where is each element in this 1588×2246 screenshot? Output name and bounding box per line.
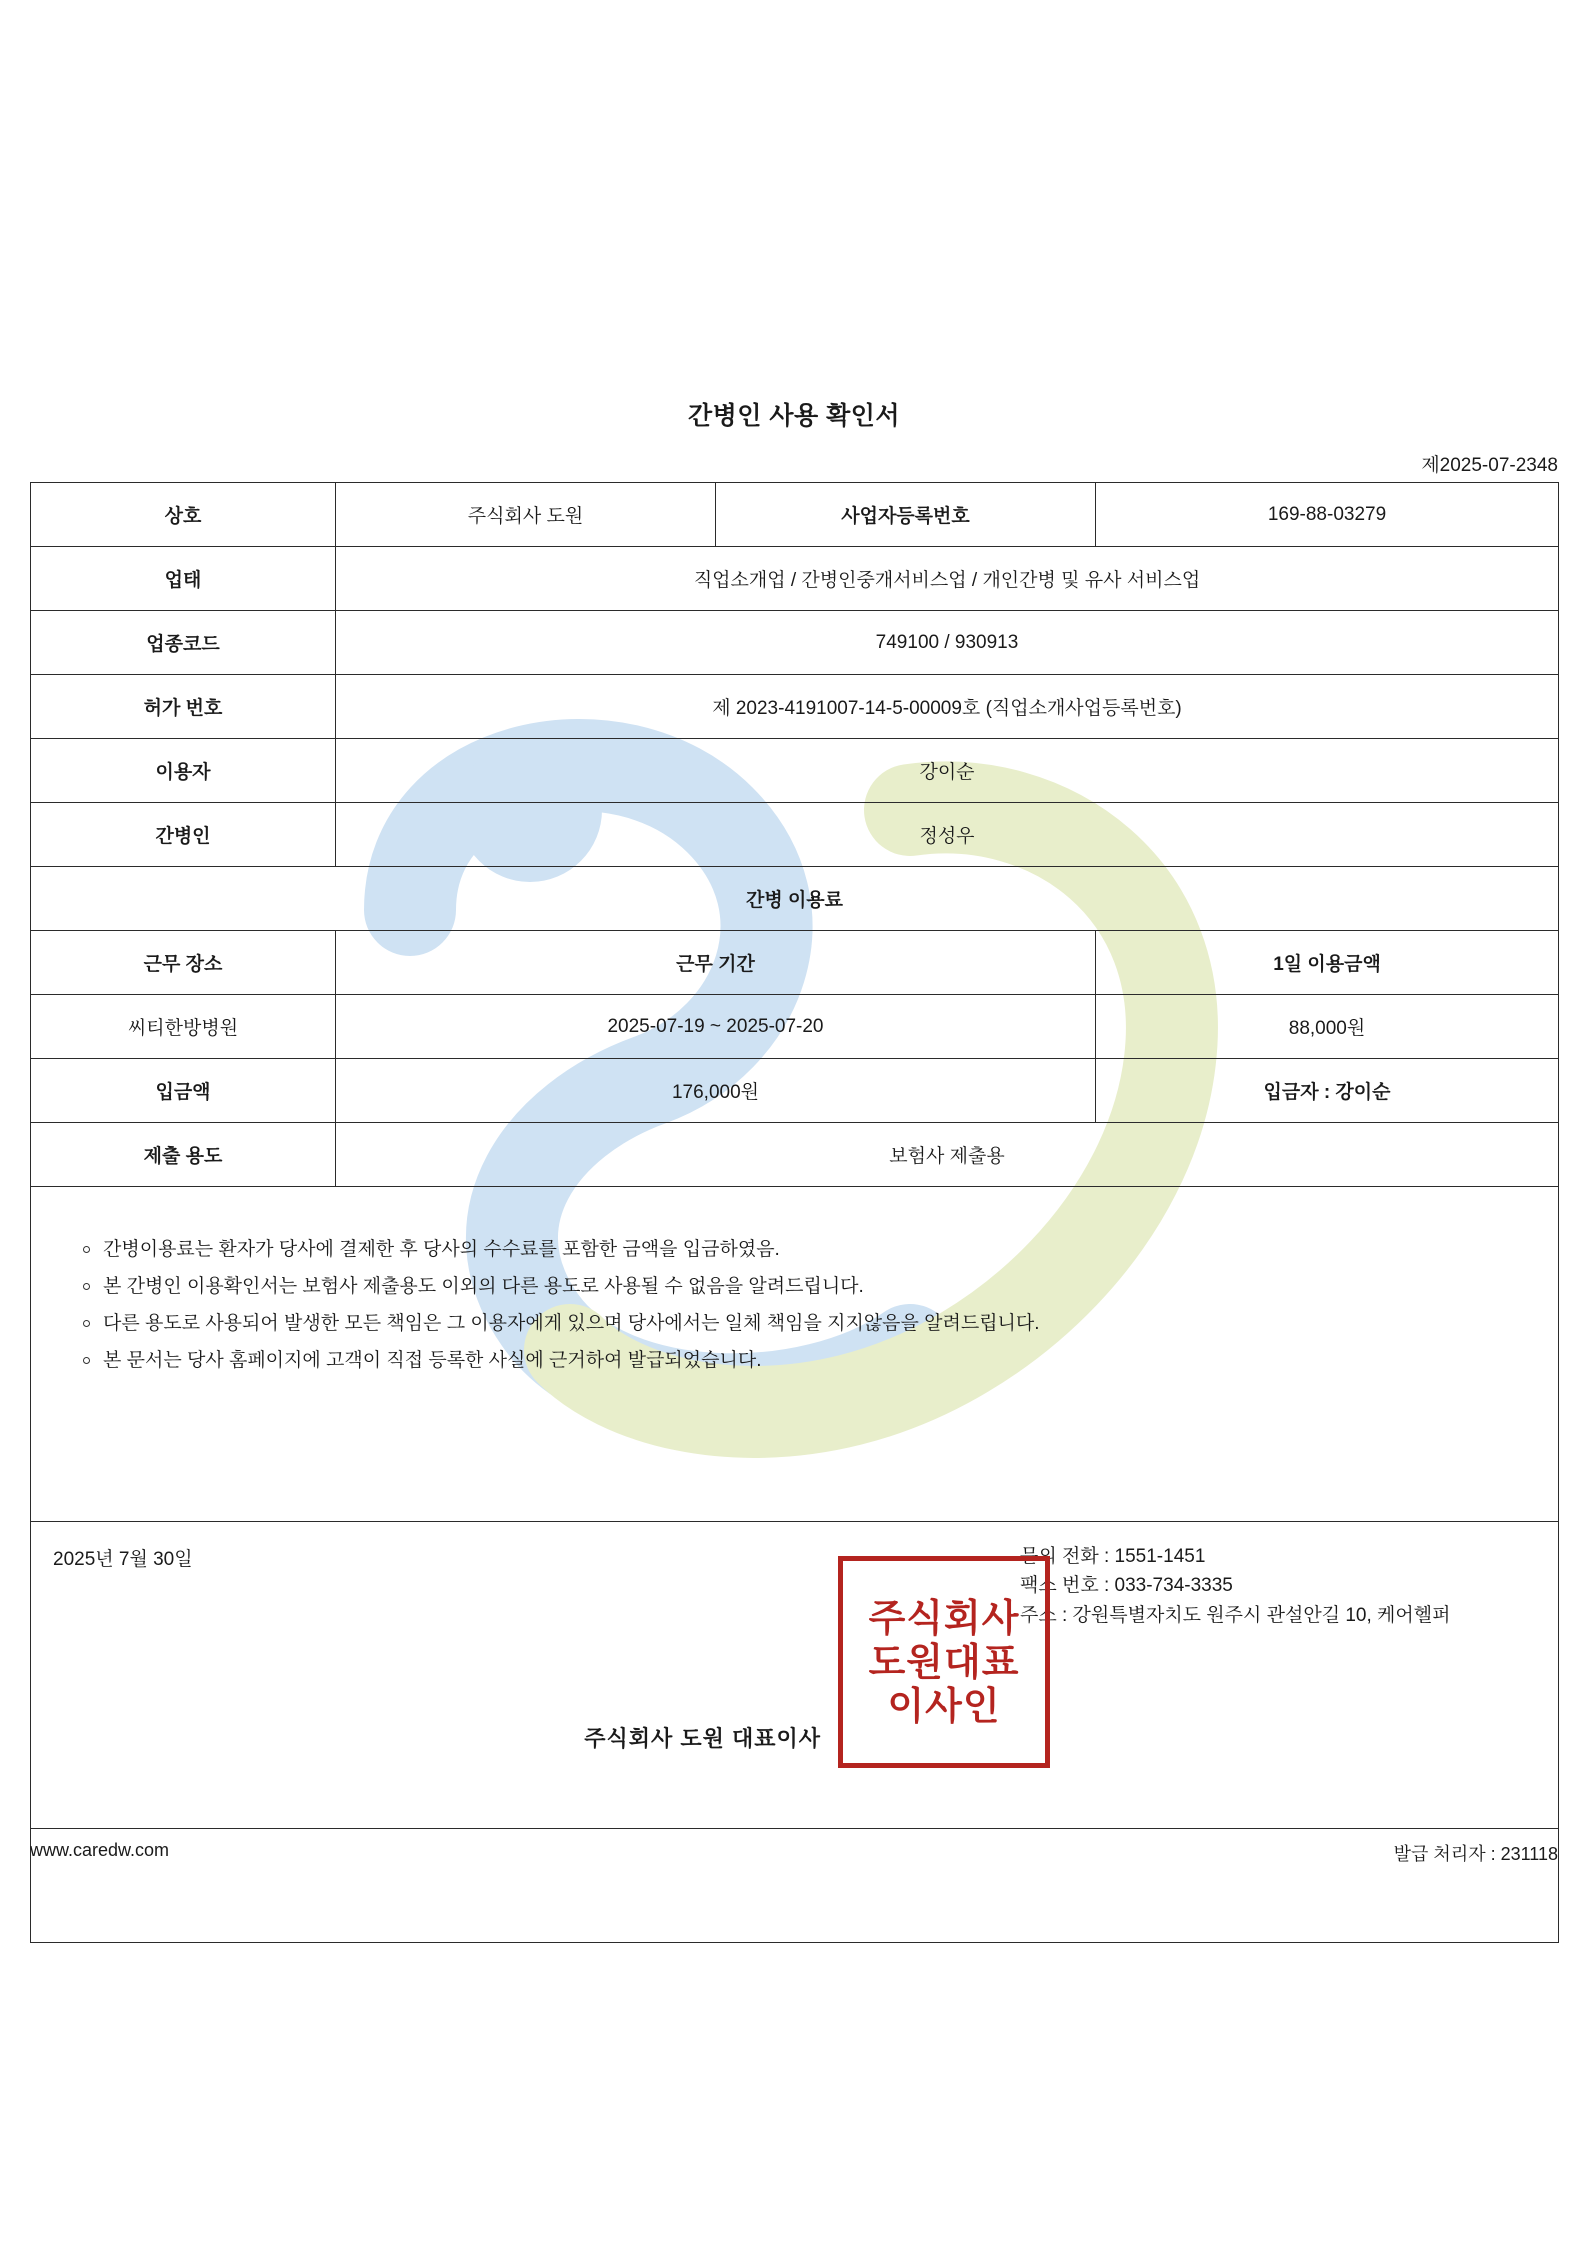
- notes-list: [31, 1231, 1558, 1379]
- value-daily-fee: 88,000원: [1096, 995, 1559, 1059]
- value-workplace: 씨티한방병원: [31, 995, 336, 1059]
- value-company-name: 주식회사 도원: [336, 483, 716, 547]
- company-seal-stamp: [838, 1556, 1050, 1768]
- table-row-purpose: [31, 1123, 1559, 1187]
- contact-address: 주소 : 강원특별자치도 원주시 관설안길 10, 케어헬퍼: [1020, 1604, 1451, 1626]
- value-work-period: 2025-07-19 ~ 2025-07-20: [336, 995, 1096, 1059]
- certificate-table-main: [30, 482, 1559, 1943]
- value-depositor: 입금자 : 강이순: [1096, 1059, 1559, 1123]
- table-row-license: [31, 675, 1559, 739]
- notes-block: [31, 1187, 1559, 1522]
- document-number: 제2025-07-2348: [1421, 455, 1558, 476]
- signature-line: 주식회사 도원 대표이사: [584, 1726, 821, 1751]
- value-industry-code: 749100 / 930913: [336, 611, 1559, 675]
- note-item: 다른 용도로 사용되어 발생한 모든 책임은 그 이용자에게 있으며 당사에서는 일체 책임을 지지않음을 알려드립니다.: [81, 1305, 1558, 1342]
- site-url: www.caredw.com: [30, 1840, 170, 1860]
- table-row-notes: [31, 1187, 1559, 1522]
- note-item: 본 간병인 이용확인서는 보험사 제출용도 이외의 다른 용도로 사용될 수 없음을 알려드립니다.: [81, 1268, 1558, 1305]
- label-license-number: 허가 번호: [31, 675, 336, 739]
- value-caregiver: 정성우: [336, 803, 1559, 867]
- note-item: 본 문서는 당사 홈페이지에 고객이 직접 등록한 사실에 근거하여 발급되었습니다.: [81, 1342, 1558, 1379]
- label-workplace: 근무 장소: [31, 931, 336, 995]
- label-company-name: 상호: [31, 483, 336, 547]
- footer-divider: [30, 1828, 1558, 1829]
- label-industry-code: 업종코드: [31, 611, 336, 675]
- contact-fax: 팩스 번호 : 033-734-3335: [1020, 1575, 1233, 1597]
- section-heading-fee: 간병 이용료: [31, 867, 1559, 931]
- stamp-line-1: 주식회사: [868, 1596, 1020, 1640]
- note-item: 간병이용료는 환자가 당사에 결제한 후 당사의 수수료를 포함한 금액을 입금하였음.: [81, 1231, 1558, 1268]
- stamp-line-2: 도원대표: [868, 1640, 1020, 1684]
- value-purpose: 보험사 제출용: [336, 1123, 1559, 1187]
- value-user: 강이순: [336, 739, 1559, 803]
- table-row-user: [31, 739, 1559, 803]
- table-row-fee-values: [31, 995, 1559, 1059]
- value-deposit: 176,000원: [336, 1059, 1096, 1123]
- table-row-fee-heading: [31, 867, 1559, 931]
- page-title: 간병인 사용 확인서: [687, 402, 901, 430]
- value-license-number: 제 2023-4191007-14-5-00009호 (직업소개사업등록번호): [336, 675, 1559, 739]
- label-deposit: 입금액: [31, 1059, 336, 1123]
- label-caregiver: 간병인: [31, 803, 336, 867]
- table-row-footer: [31, 1522, 1559, 1943]
- table-row-caregiver: [31, 803, 1559, 867]
- label-business-number: 사업자등록번호: [716, 483, 1096, 547]
- table-row-deposit: [31, 1059, 1559, 1123]
- label-purpose: 제출 용도: [31, 1123, 336, 1187]
- contact-tel: 문의 전화 : 1551-1451: [1020, 1546, 1206, 1567]
- footer-block: [31, 1522, 1559, 1943]
- table-row-industry-code: [31, 611, 1559, 675]
- issue-date: 2025년 7월 30일: [53, 1549, 193, 1570]
- table-row-fee-header: [31, 931, 1559, 995]
- label-business-type: 업태: [31, 547, 336, 611]
- label-daily-fee: 1일 이용금액: [1096, 931, 1559, 995]
- label-user: 이용자: [31, 739, 336, 803]
- contact-info: [1020, 1542, 1540, 1630]
- table-row-company: [31, 483, 1559, 547]
- table-row-business-type: [31, 547, 1559, 611]
- stamp-line-3: 이사인: [887, 1684, 1001, 1728]
- value-business-type: 직업소개업 / 간병인중개서비스업 / 개인간병 및 유사 서비스업: [336, 547, 1559, 611]
- issuer-info: 발급 처리자 : 231118: [1393, 1844, 1558, 1864]
- value-business-number: 169-88-03279: [1096, 483, 1559, 547]
- label-work-period: 근무 기간: [336, 931, 1096, 995]
